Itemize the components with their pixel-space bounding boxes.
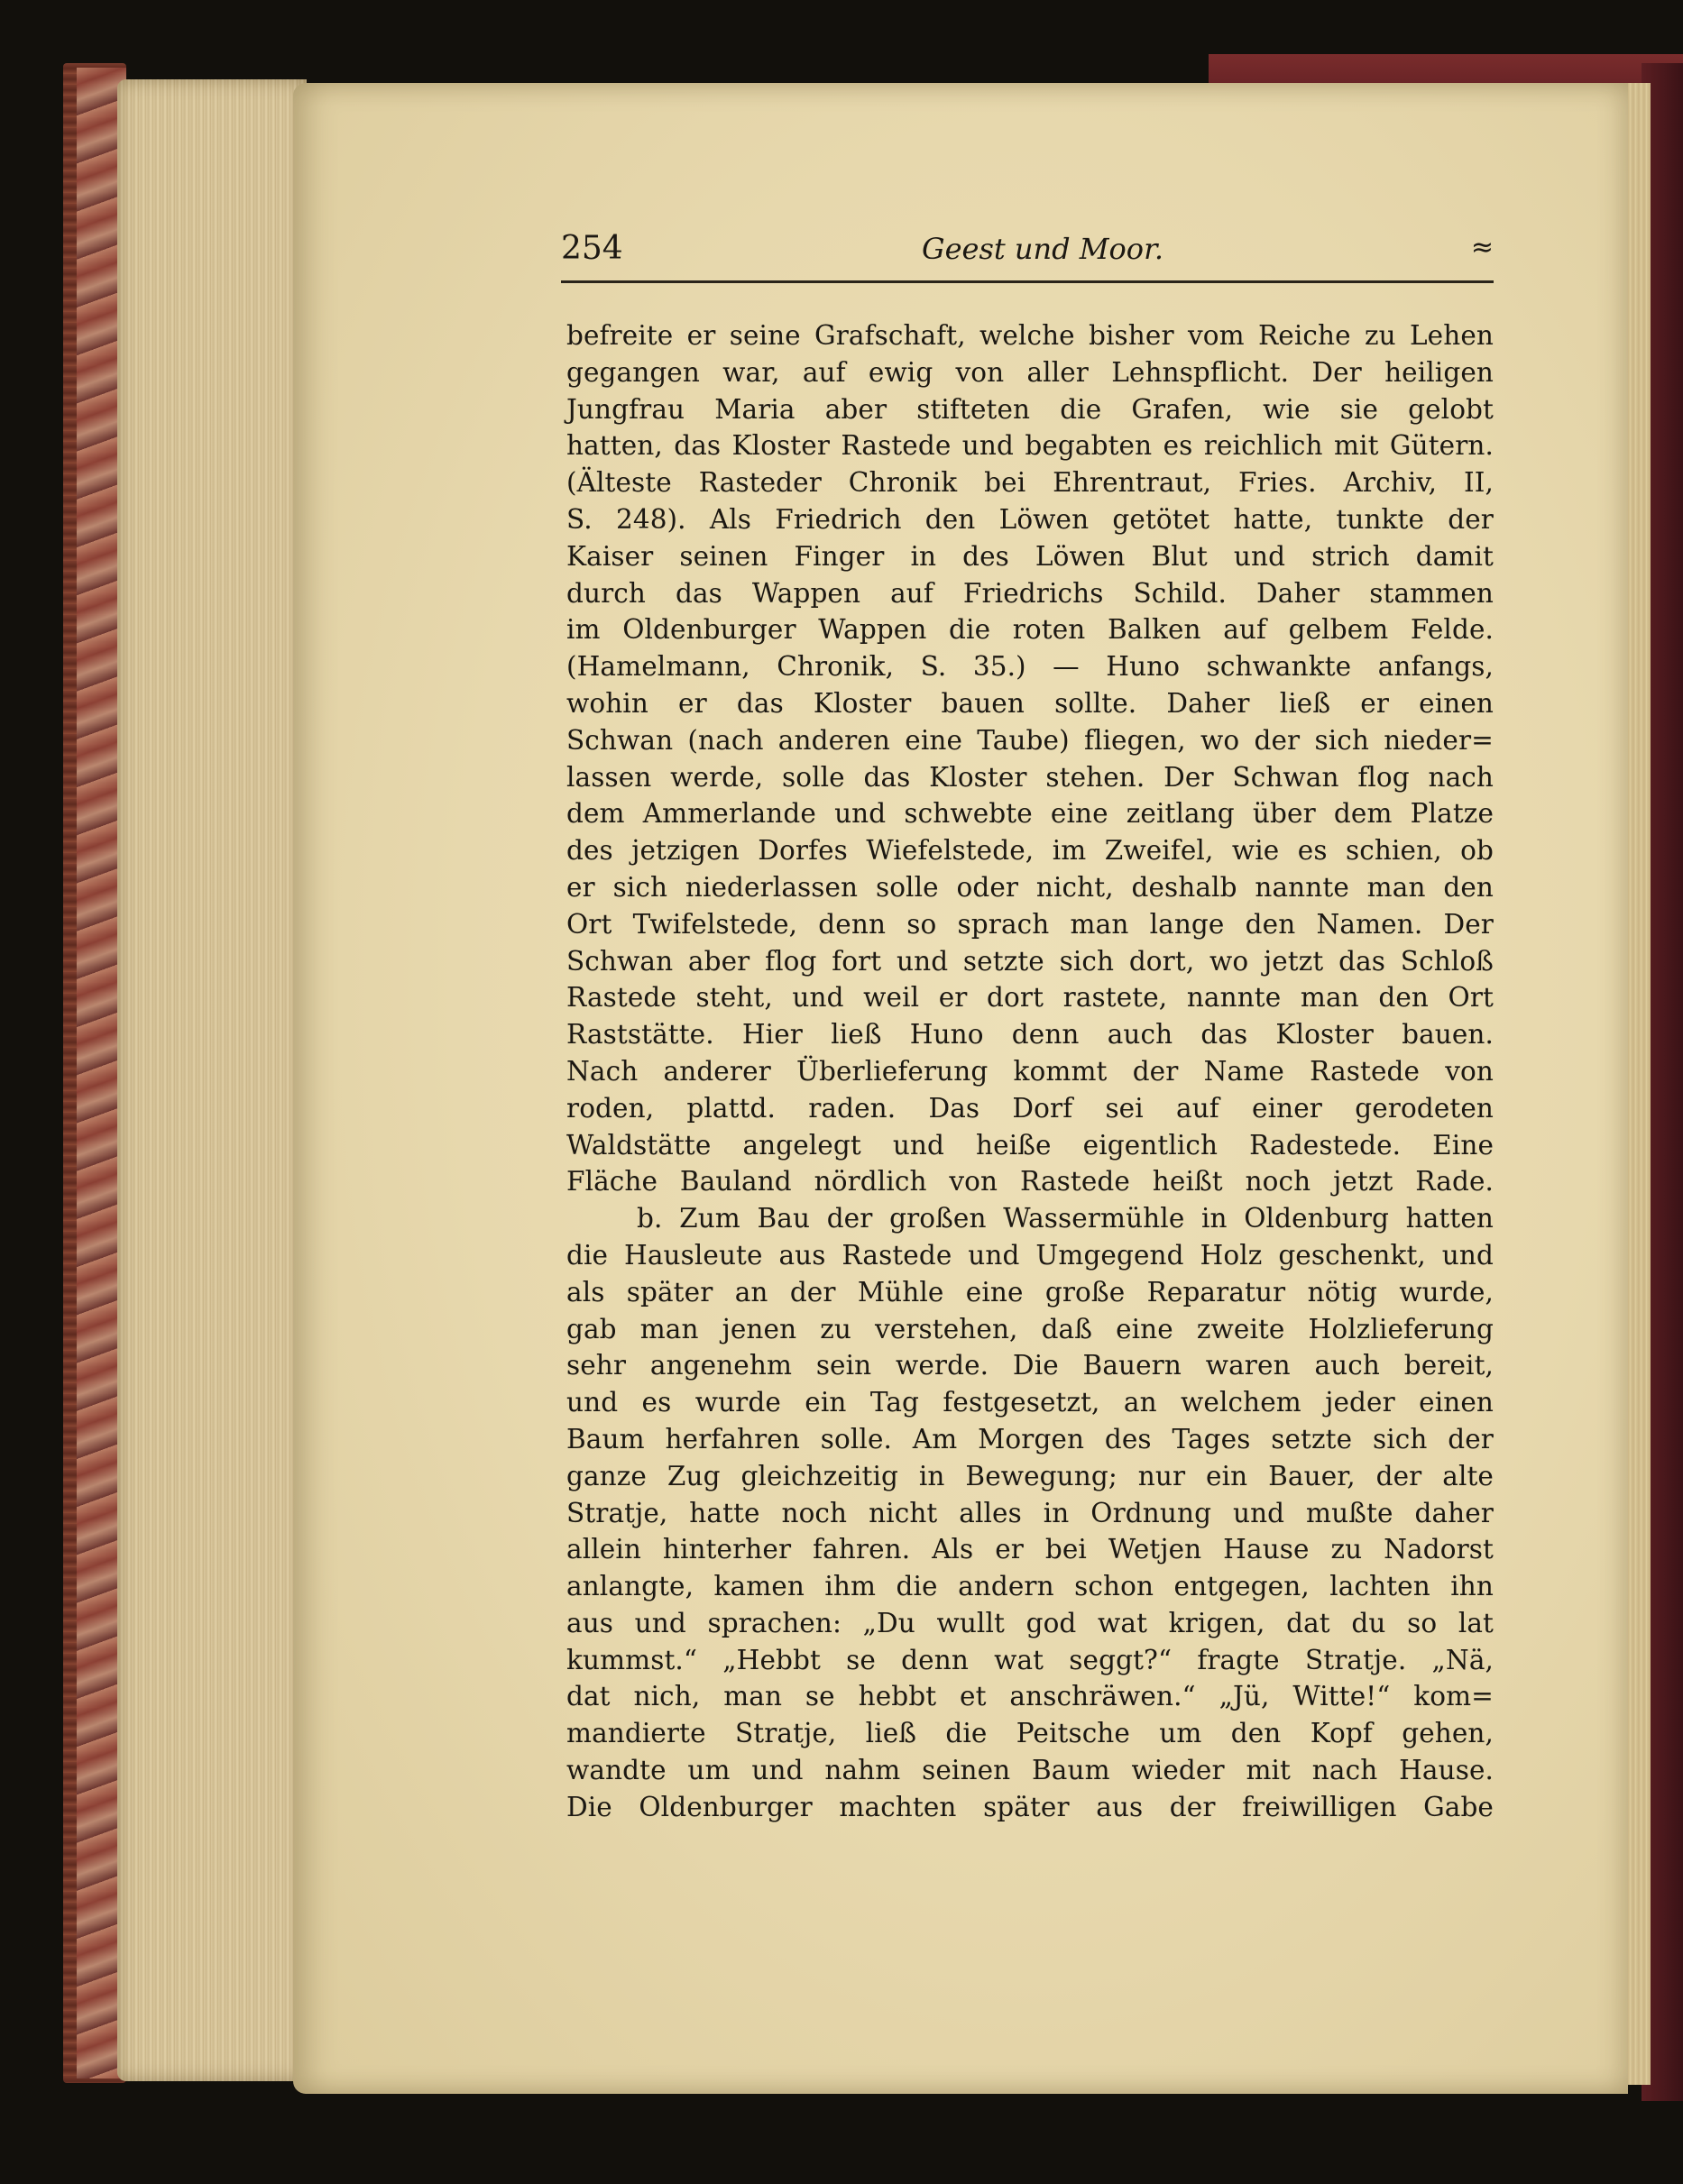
text-line: Baum herfahren solle. Am Morgen des Tages setzte sich der	[566, 1423, 1494, 1454]
text-line: Waldstätte angelegt und heiße eigentlich Radestede. Eine	[566, 1129, 1494, 1161]
text-line: wandte um und nahm seinen Baum wieder mit nach Hause.	[566, 1755, 1494, 1786]
page-header	[561, 230, 1494, 280]
text-line: wohin er das Kloster bauen sollte. Daher ließ er einen	[566, 687, 1494, 719]
header-ornament-mark: ≈	[1470, 232, 1494, 263]
text-line: (Älteste Rasteder Chronik bei Ehrentraut, Fries. Archiv, II,	[566, 467, 1494, 499]
text-line: ganze Zug gleichzeitig in Bewegung; nur ein Bauer, der alte	[566, 1460, 1494, 1491]
text-line: roden, plattd. raden. Das Dorf sei auf einer gerodeten	[566, 1092, 1494, 1124]
text-line: Schwan aber flog fort und setzte sich dort, wo jetzt das Schloß	[566, 945, 1494, 977]
text-line: sehr angenehm sein werde. Die Bauern waren auch bereit,	[566, 1350, 1494, 1381]
text-line: Ort Twifelstede, denn so sprach man lange den Namen. Der	[566, 908, 1494, 940]
text-line: des jetzigen Dorfes Wiefelstede, im Zweifel, wie es schien, ob	[566, 835, 1494, 867]
text-line: Die Oldenburger machten später aus der freiwilligen Gabe	[566, 1791, 1494, 1822]
text-line: allein hinterher fahren. Als er bei Wetjen Hause zu Nadorst	[566, 1534, 1494, 1565]
text-line: und es wurde ein Tag festgesetzt, an welchem jeder einen	[566, 1387, 1494, 1418]
body-text	[566, 317, 1494, 1826]
text-line: hatten, das Kloster Rastede und begabten es reichlich mit Gütern.	[566, 430, 1494, 462]
text-line: lassen werde, solle das Kloster stehen. Der Schwan flog nach	[566, 761, 1494, 793]
text-line: S. 248). Als Friedrich den Löwen getötet hatte, tunkte der	[566, 503, 1494, 535]
text-line: mandierte Stratje, ließ die Peitsche um den Kopf gehen,	[566, 1718, 1494, 1749]
text-line: Kaiser seinen Finger in des Löwen Blut und strich damit	[566, 540, 1494, 572]
text-line: Fläche Bauland nördlich von Rastede heißt noch jetzt Rade.	[566, 1166, 1494, 1198]
text-line: gab man jenen zu verstehen, daß eine zweite Holzlieferung	[566, 1313, 1494, 1344]
page-stack-edges	[117, 79, 307, 2081]
text-line: anlangte, kamen ihm die andern schon entgegen, lachten ihn	[566, 1571, 1494, 1602]
text-line: die Hausleute aus Rastede und Umgegend Holz geschenkt, und	[566, 1239, 1494, 1271]
text-line: gegangen war, auf ewig von aller Lehnspflicht. Der heiligen	[566, 356, 1494, 388]
text-line: Raststätte. Hier ließ Huno denn auch das Kloster bauen.	[566, 1019, 1494, 1051]
text-line: Rastede steht, und weil er dort rastete, nannte man den Ort	[566, 982, 1494, 1014]
text-line: kummst.“ „Hebbt se denn wat seggt?“ fragte Stratje. „Nä,	[566, 1644, 1494, 1675]
text-line: er sich niederlassen solle oder nicht, deshalb nannte man den	[566, 871, 1494, 903]
text-line: (Hamelmann, Chronik, S. 35.) — Huno schwankte anfangs,	[566, 651, 1494, 683]
text-line: Stratje, hatte noch nicht alles in Ordnung und mußte daher	[566, 1497, 1494, 1528]
text-line: als später an der Mühle eine große Reparatur nötig wurde,	[566, 1276, 1494, 1308]
text-line: im Oldenburger Wappen die roten Balken auf gelbem Felde.	[566, 614, 1494, 646]
running-head: Geest und Moor.	[922, 232, 1164, 266]
page-number: 254	[561, 230, 623, 267]
text-line: dem Ammerlande und schwebte eine zeitlang über dem Platze	[566, 798, 1494, 830]
text-line: Jungfrau Maria aber stifteten die Grafen, wie sie gelobt	[566, 393, 1494, 425]
text-line: Nach anderer Überlieferung kommt der Name Rastede von	[566, 1055, 1494, 1087]
text-line: aus und sprachen: „Du wullt god wat krigen, dat du so lat	[566, 1607, 1494, 1638]
text-line: befreite er seine Grafschaft, welche bisher vom Reiche zu Lehen	[566, 320, 1494, 351]
header-rule	[561, 280, 1494, 283]
text-line: Schwan (nach anderen eine Taube) fliegen, wo der sich nieder=	[566, 724, 1494, 756]
paragraph-start-line: b. Zum Bau der großen Wassermühle in Oldenburg hatten	[637, 1203, 1494, 1234]
text-line: dat nich, man se hebbt et anschräwen.“ „Jü, Witte!“ kom=	[566, 1681, 1494, 1712]
text-line: durch das Wappen auf Friedrichs Schild. Daher stammen	[566, 577, 1494, 609]
